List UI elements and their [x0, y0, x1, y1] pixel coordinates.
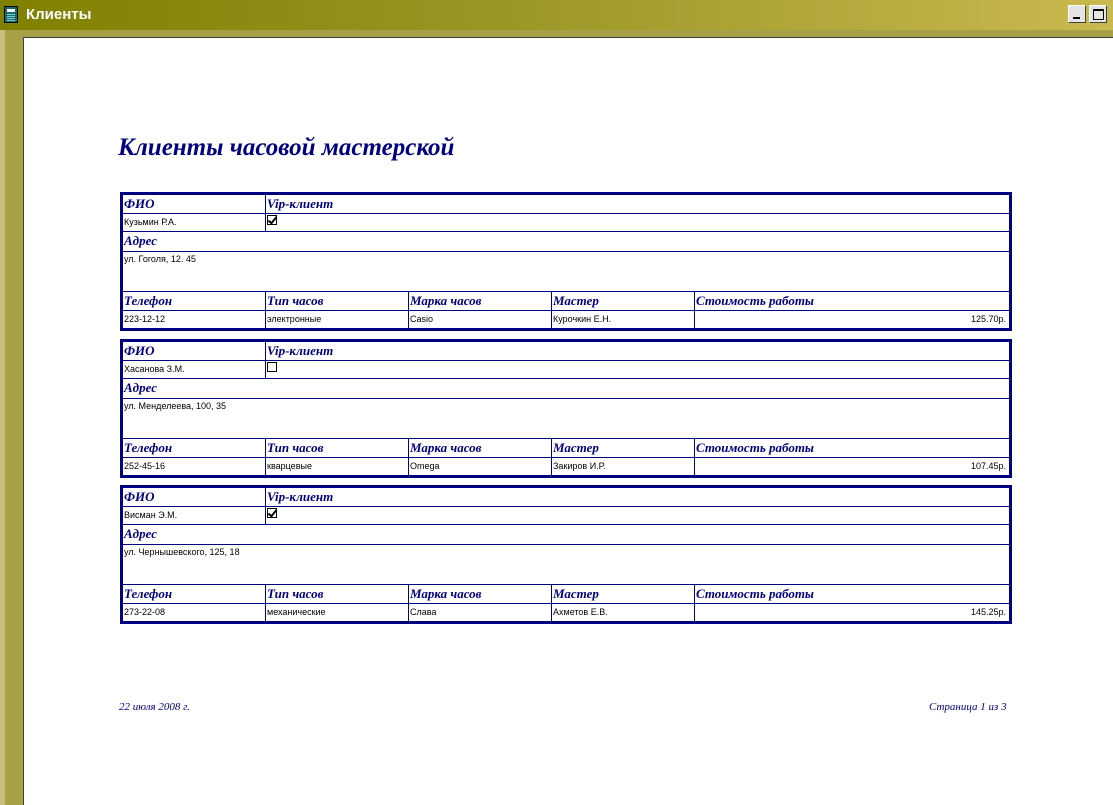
cost-value: 107.45р.: [970, 461, 1006, 471]
watch-type-value: электронные: [266, 311, 409, 328]
details-header-row: [123, 439, 1009, 458]
address-value: ул. Менделеева, 100, 35: [123, 399, 1009, 439]
vip-label: Vip-клиент: [267, 343, 334, 358]
phone-label: Телефон: [123, 585, 266, 603]
cost-label: Стоимость работы: [696, 293, 814, 308]
fio-label: ФИО: [123, 195, 266, 213]
window-titlebar[interactable]: [0, 0, 1113, 30]
fio-label: ФИО: [123, 342, 266, 360]
watch-type-label: Тип часов: [266, 292, 409, 310]
record-value-row: [123, 361, 1009, 379]
maximize-button[interactable]: [1089, 5, 1107, 23]
master-label: Мастер: [552, 292, 695, 310]
phone-value: 252-45-16: [123, 458, 266, 475]
vip-checkbox[interactable]: [267, 508, 277, 518]
details-header-row: [123, 292, 1009, 311]
address-value: ул. Чернышевского, 125, 18: [123, 545, 1009, 585]
watch-brand-label: Марка часов: [409, 585, 552, 603]
app-icon[interactable]: [4, 6, 18, 23]
watch-brand-label: Марка часов: [409, 292, 552, 310]
watch-brand-value: Слава: [409, 604, 552, 621]
cost-value: 145.25р.: [970, 607, 1006, 617]
master-value: Закиров И.Р.: [552, 458, 695, 475]
vip-cell: [266, 361, 1009, 378]
vip-label: Vip-клиент: [267, 196, 334, 211]
details-value-row: [123, 604, 1009, 621]
watch-type-label: Тип часов: [266, 585, 409, 603]
record-header-row: [123, 488, 1009, 507]
master-label: Мастер: [552, 439, 695, 457]
vip-checkbox[interactable]: [267, 362, 277, 372]
watch-brand-value: Casio: [409, 311, 552, 328]
footer-date: 22 июля 2008 г.: [119, 701, 191, 713]
phone-value: 273-22-08: [123, 604, 266, 621]
master-value: Курочкин Е.Н.: [552, 311, 695, 328]
phone-label: Телефон: [123, 292, 266, 310]
client-record: [120, 485, 1012, 624]
fio-value: Хасанова З.М.: [123, 361, 266, 378]
address-label: Адрес: [123, 232, 1009, 252]
address-label: Адрес: [123, 525, 1009, 545]
watch-type-value: кварцевые: [266, 458, 409, 475]
report-title: Клиенты часовой мастерской: [118, 134, 455, 161]
details-value-row: [123, 311, 1009, 328]
vip-label: Vip-клиент: [267, 489, 334, 504]
record-header-row: [123, 342, 1009, 361]
master-label: Мастер: [552, 585, 695, 603]
record-value-row: [123, 214, 1009, 232]
watch-brand-label: Марка часов: [409, 439, 552, 457]
client-record: [120, 339, 1012, 478]
watch-brand-value: Omega: [409, 458, 552, 475]
phone-label: Телефон: [123, 439, 266, 457]
window-title: Клиенты: [26, 6, 92, 23]
cost-label: Стоимость работы: [696, 440, 814, 455]
address-label: Адрес: [123, 379, 1009, 399]
watch-type-label: Тип часов: [266, 439, 409, 457]
fio-value: Кузьмин Р.А.: [123, 214, 266, 231]
details-value-row: [123, 458, 1009, 475]
fio-value: Висман Э.М.: [123, 507, 266, 524]
footer-page-number: Страница 1 из 3: [929, 701, 1007, 713]
phone-value: 223-12-12: [123, 311, 266, 328]
address-value: ул. Гоголя, 12. 45: [123, 252, 1009, 292]
vip-checkbox[interactable]: [267, 215, 277, 225]
record-header-row: [123, 195, 1009, 214]
vip-cell: [266, 214, 1009, 231]
cost-label: Стоимость работы: [696, 586, 814, 601]
cost-value: 125.70р.: [970, 314, 1006, 324]
master-value: Ахметов Е.В.: [552, 604, 695, 621]
watch-type-value: механические: [266, 604, 409, 621]
client-record: [120, 192, 1012, 331]
record-value-row: [123, 507, 1009, 525]
fio-label: ФИО: [123, 488, 266, 506]
vip-cell: [266, 507, 1009, 524]
details-header-row: [123, 585, 1009, 604]
minimize-button[interactable]: [1068, 5, 1086, 23]
